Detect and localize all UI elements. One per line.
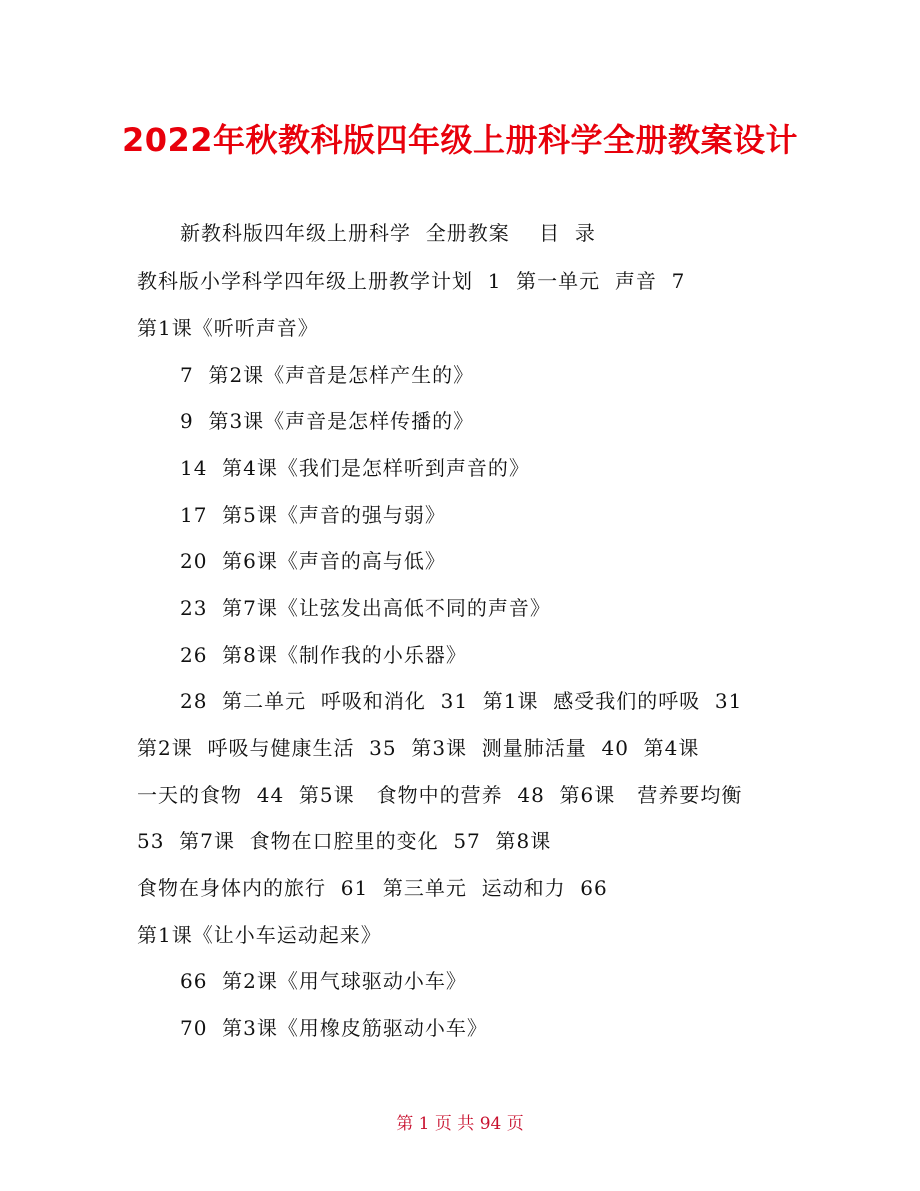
toc-line: 70 第3课《用橡皮筋驱动小车》 <box>180 1016 488 1040</box>
toc-line: 66 第2课《用气球驱动小车》 <box>180 969 467 993</box>
page-number-footer: 第 1 页 共 94 页 <box>396 1114 524 1134</box>
toc-heading: 新教科版四年级上册科学 全册教案 目 录 <box>180 221 596 245</box>
toc-line: 一天的食物 44 第5课 食物中的营养 48 第6课 营养要均衡 <box>137 783 743 807</box>
toc-line: 第1课《听听声音》 <box>137 316 319 340</box>
toc-line: 9 第3课《声音是怎样传播的》 <box>180 409 475 433</box>
toc-line: 23 第7课《让弦发出高低不同的声音》 <box>180 596 551 620</box>
toc-line: 53 第7课 食物在口腔里的变化 57 第8课 <box>137 829 552 853</box>
toc-line: 20 第6课《声音的高与低》 <box>180 549 446 573</box>
toc-line: 26 第8课《制作我的小乐器》 <box>180 643 467 667</box>
toc-line: 14 第4课《我们是怎样听到声音的》 <box>180 456 530 480</box>
document-title: 2022年秋教科版四年级上册科学全册教案设计 <box>121 121 799 159</box>
toc-line: 7 第2课《声音是怎样产生的》 <box>180 363 475 387</box>
toc-line: 28 第二单元 呼吸和消化 31 第1课 感受我们的呼吸 31 <box>180 689 743 713</box>
toc-line: 第2课 呼吸与健康生活 35 第3课 测量肺活量 40 第4课 <box>137 736 700 760</box>
toc-line: 第1课《让小车运动起来》 <box>137 923 382 947</box>
toc-line: 食物在身体内的旅行 61 第三单元 运动和力 66 <box>137 876 608 900</box>
toc-line: 17 第5课《声音的强与弱》 <box>180 503 446 527</box>
toc-line: 教科版小学科学四年级上册教学计划 1 第一单元 声音 7 <box>137 269 686 293</box>
